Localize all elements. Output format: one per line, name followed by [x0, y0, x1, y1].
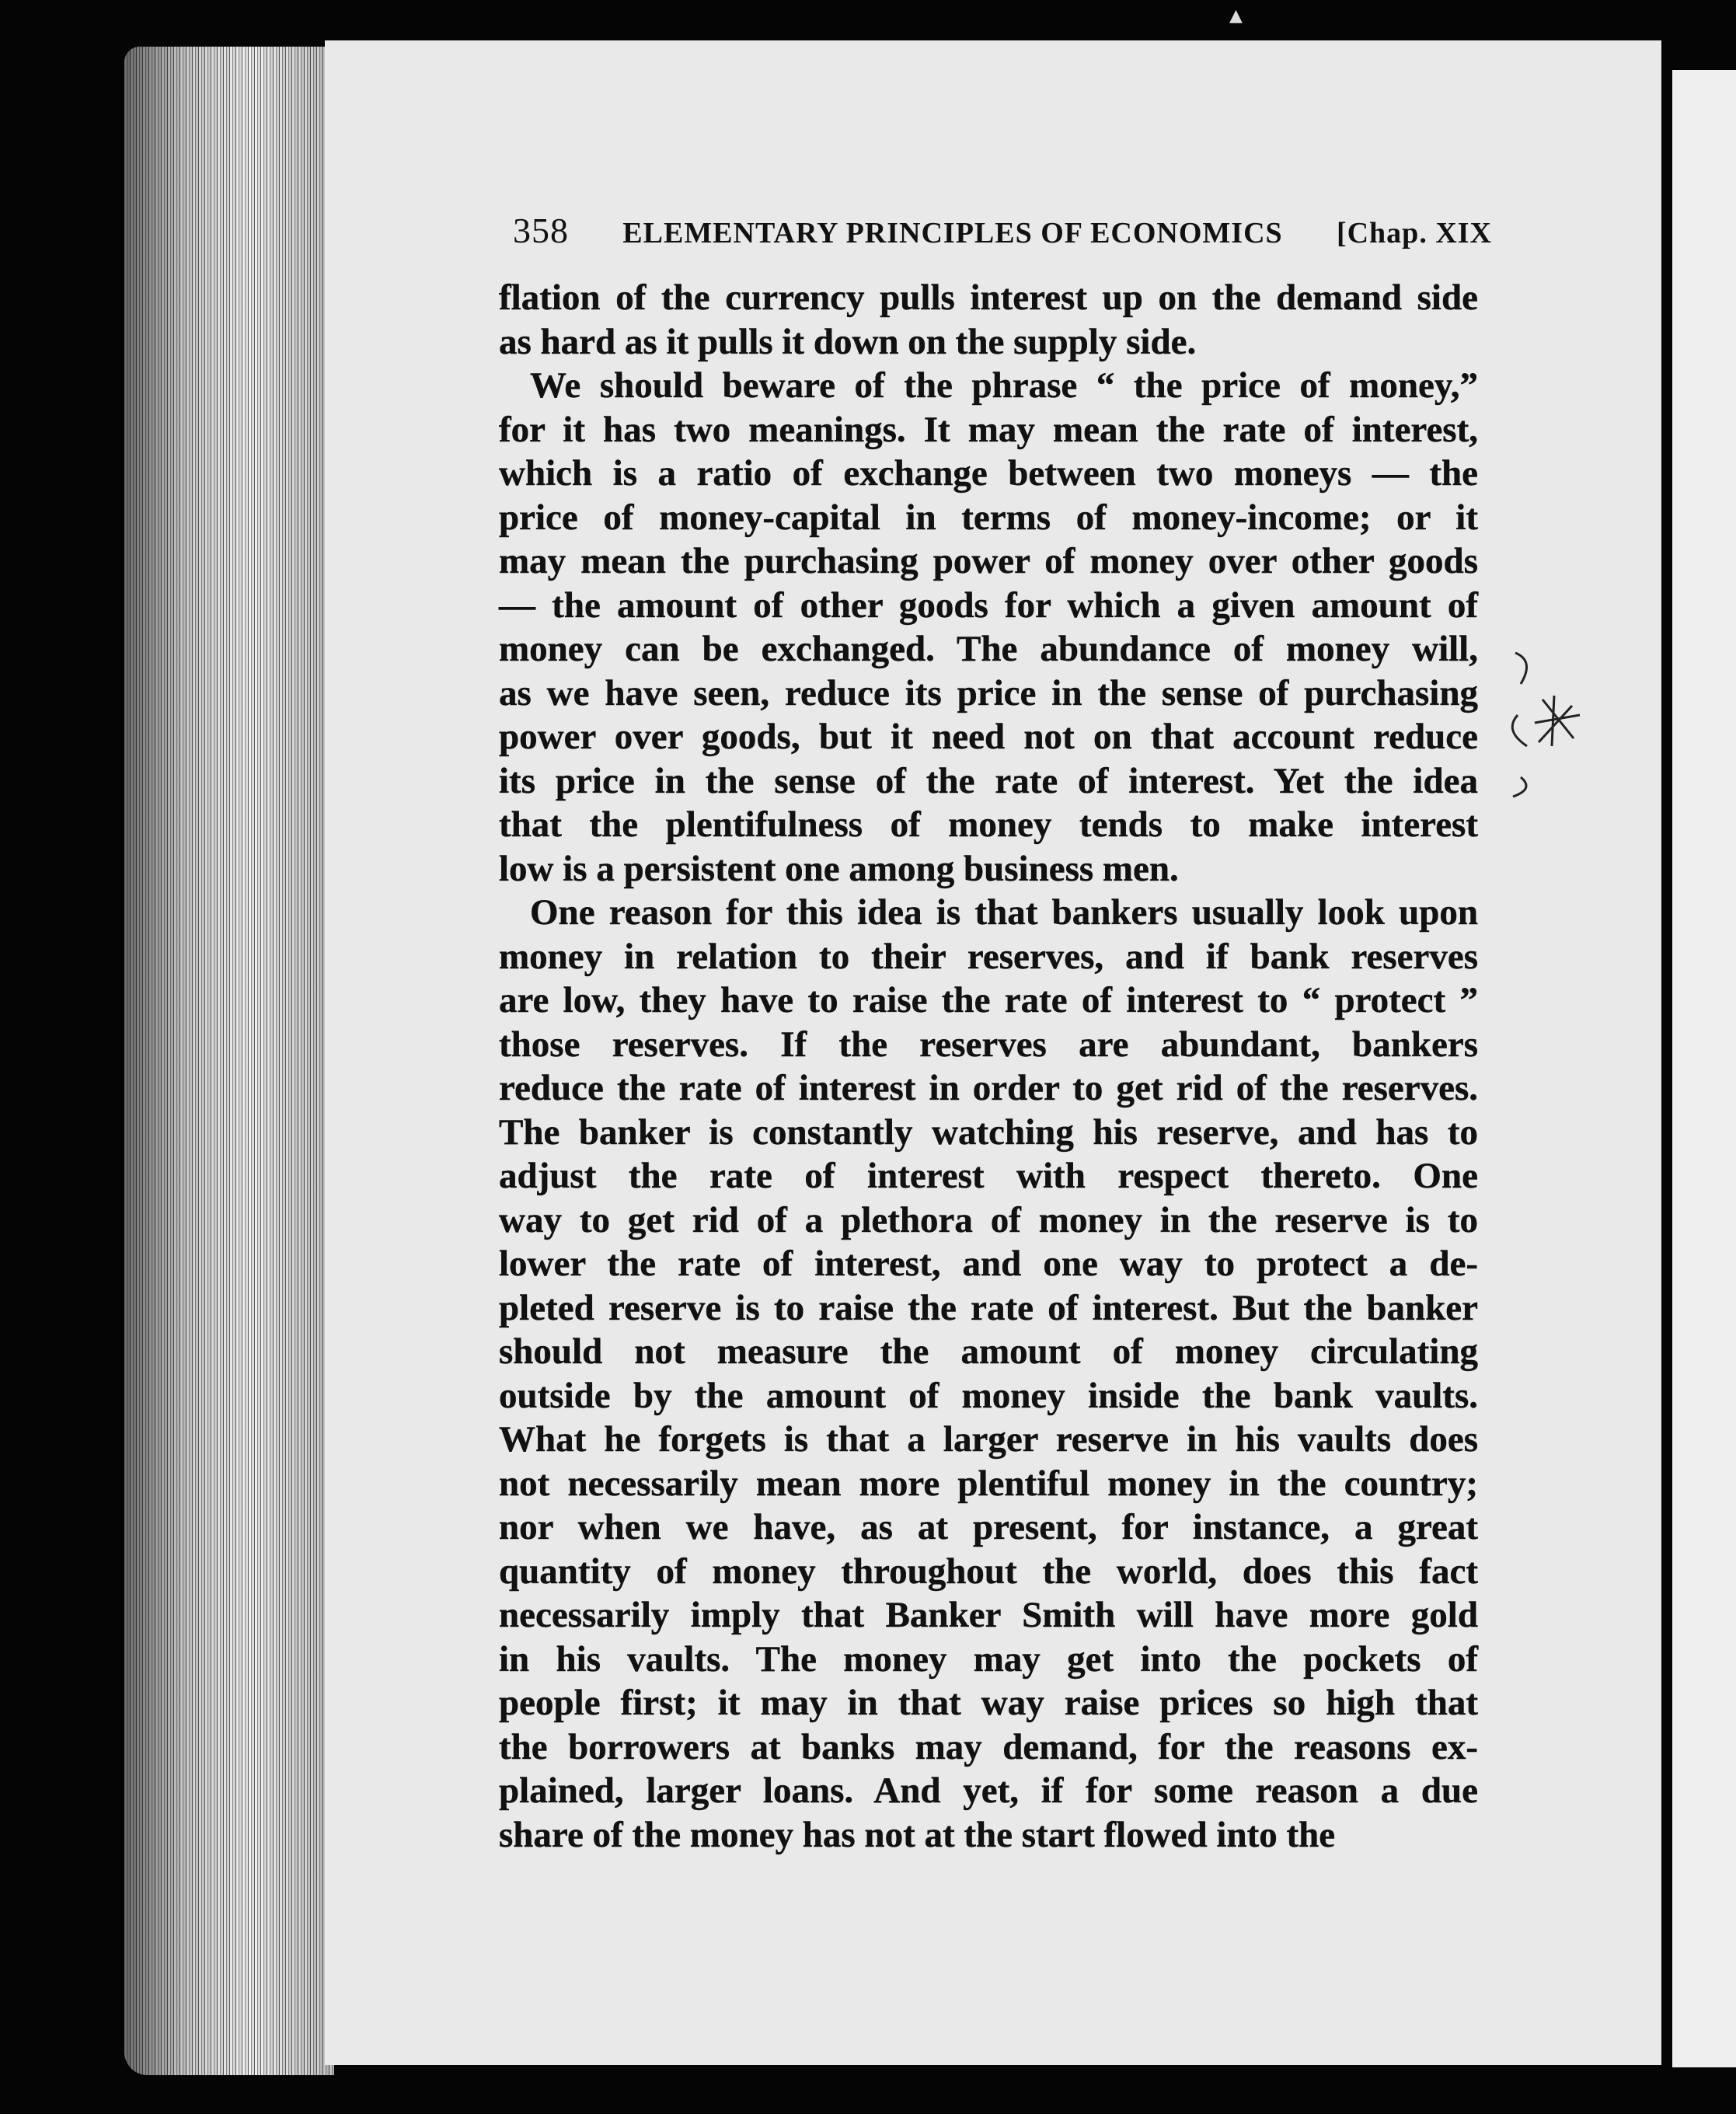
text-line: not necessarily mean more plentiful money in the country; [499, 1463, 1478, 1504]
text-line: The banker is constantly watching his reserve, and has to [499, 1111, 1478, 1153]
margin-bracket [1512, 653, 1527, 797]
paragraph [499, 891, 1478, 1857]
text-line: plained, larger loans. And yet, if for some reason a due [499, 1770, 1478, 1811]
text-line: those reserves. If the reserves are abundant, bankers [499, 1024, 1478, 1065]
text-line: way to get rid of a plethora of money in the reserve is to [499, 1199, 1478, 1240]
book-title: ELEMENTARY PRINCIPLES OF ECONOMICS [622, 217, 1283, 249]
text-line: power over goods, but it need not on that account reduce [499, 717, 1478, 757]
text-line: money can be exchanged. The abundance of money will, [499, 629, 1478, 669]
text-line: the borrowers at banks may demand, for the reasons ex- [499, 1726, 1478, 1767]
margin-annotation [1480, 637, 1589, 801]
text-line: should not measure the amount of money circulating [499, 1331, 1478, 1372]
chapter-label: [Chap. XIX [1336, 217, 1492, 249]
text-line: people first; it may in that way raise prices so high that [499, 1683, 1478, 1723]
text-line: share of the money has not at the start flowed into the [499, 1814, 1336, 1855]
text-line: pleted reserve is to raise the rate of interest. But the banker [499, 1287, 1478, 1328]
paragraph [499, 276, 1478, 364]
body-text [499, 276, 1478, 1857]
text-line: adjust the rate of interest with respect thereto. One [499, 1156, 1478, 1196]
text-line: money in relation to their reserves, and if bank reserves [499, 936, 1478, 977]
star-icon [1535, 696, 1580, 746]
text-line: as hard as it pulls it down on the supply side. [499, 321, 1197, 362]
page-number: 358 [513, 211, 569, 250]
text-line: reduce the rate of interest in order to get rid of the reserves. [499, 1068, 1478, 1108]
text-line: may mean the purchasing power of money over other goods [499, 541, 1478, 581]
text-line: as we have seen, reduce its price in the sense of purchasing [499, 672, 1478, 713]
text-line: One reason for this idea is that bankers usually look upon [530, 892, 1478, 933]
text-line: necessarily imply that Banker Smith will have more gold [499, 1595, 1478, 1635]
paragraph [499, 364, 1478, 891]
text-line: in his vaults. The money may get into the pockets of [499, 1638, 1478, 1680]
running-head [499, 210, 1492, 251]
text-line: nor when we have, as at present, for instance, a great [499, 1507, 1478, 1547]
page-text [499, 210, 1492, 1857]
page-edge-shadow [124, 47, 334, 2075]
text-line: outside by the amount of money inside the bank vaults. [499, 1375, 1478, 1416]
text-line: low is a persistent one among business men. [499, 848, 1179, 889]
scan-dot-mark: ▲ [1229, 6, 1243, 26]
text-line: are low, they have to raise the rate of interest to “ protect ” [499, 980, 1478, 1020]
text-line: price of money-capital in terms of money-income; or it [499, 497, 1478, 538]
text-line: for it has two meanings. It may mean the rate of interest, [499, 409, 1478, 450]
text-line: lower the rate of interest, and one way to protect a de- [499, 1244, 1478, 1284]
text-line: quantity of money throughout the world, does this fact [499, 1551, 1478, 1592]
text-line: which is a ratio of exchange between two moneys — the [499, 453, 1478, 494]
text-line: — the amount of other goods for which a given amount of [499, 584, 1478, 626]
text-line: its price in the sense of the rate of interest. Yet the idea [499, 760, 1478, 801]
text-line: that the plentifulness of money tends to make interest [499, 804, 1478, 845]
text-line: We should beware of the phrase “ the price of money,” [530, 365, 1478, 406]
text-line: What he forgets is that a larger reserve in his vaults does [499, 1419, 1478, 1460]
text-line: flation of the currency pulls interest up on the demand side [499, 277, 1478, 318]
facing-page-edge [1672, 70, 1736, 2067]
